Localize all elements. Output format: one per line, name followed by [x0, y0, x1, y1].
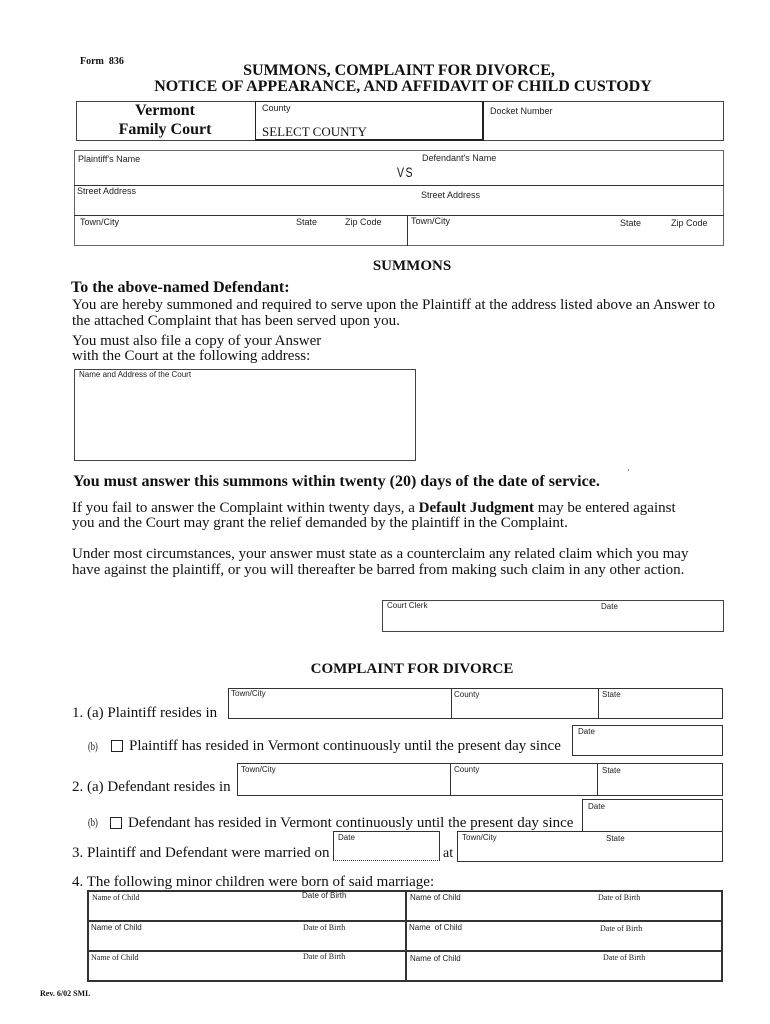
plaintiff-residence-town-field[interactable] — [231, 700, 448, 717]
clerk-date-label: Date — [601, 602, 618, 611]
plaintiff-street-label: Street Address — [77, 186, 137, 196]
defendant-town-field[interactable] — [410, 229, 720, 244]
plaintiff-residence-county-label: County — [454, 690, 480, 699]
child4-dob-label: Date of Birth — [600, 924, 643, 933]
item1a-text: 1. (a) Plaintiff resides in — [72, 705, 218, 721]
counterclaim-line1: Under most circumstances, your answer must state as a counterclaim any related claim which you may — [72, 546, 689, 562]
court-name-line2: Family Court — [118, 121, 212, 138]
item4-text: 4. The following minor children were born of said marriage: — [72, 874, 435, 890]
defendant-since-date-label: Date — [588, 802, 605, 811]
defendant-zip-label: Zip Code — [671, 218, 708, 228]
defendant-residence-county-label: County — [454, 765, 480, 774]
item3-text: 3. Plaintiff and Defendant were married on — [72, 845, 330, 861]
child2-name-label: Name of Child — [410, 893, 461, 902]
marriage-town-label: Town/City — [462, 833, 497, 842]
plaintiff-residence-county-field[interactable] — [454, 700, 595, 717]
county-select[interactable]: SELECT COUNTY — [262, 124, 367, 139]
item1b-marker: (b) — [88, 739, 98, 753]
item3-at-text: at — [443, 846, 454, 861]
item2a-text: 2. (a) Defendant resides in — [72, 779, 231, 795]
defendant-since-checkbox[interactable] — [110, 817, 122, 829]
defendant-residence-div1 — [450, 763, 451, 796]
summons-para2-line2: with the Court at the following address: — [72, 348, 311, 364]
court-name-line1: Vermont — [135, 102, 195, 119]
answer-deadline-text: You must answer this summons within twenty (20) days of the date of service. — [73, 473, 600, 490]
docket-number-field[interactable] — [486, 118, 720, 138]
child3-dob-label: Date of Birth — [303, 923, 346, 932]
child2-field[interactable] — [409, 904, 720, 918]
child3-name-label: Name of Child — [91, 923, 142, 932]
court-address-box[interactable] — [74, 369, 416, 461]
child1-dob-label: Date of Birth — [302, 891, 347, 900]
counterclaim-line2: have against the plaintiff, or you will thereafter be barred from making such claim in any other action. — [72, 562, 685, 578]
defendant-street-field[interactable] — [420, 200, 720, 214]
plaintiff-name-label: Plaintiff's Name — [78, 154, 141, 164]
form-title-line2: NOTICE OF APPEARANCE, AND AFFIDAVIT OF CHILD CUSTODY — [154, 78, 652, 95]
default-judgment-line1 — [72, 500, 676, 516]
summons-para1-line1: You are hereby summoned and required to serve upon the Plaintiff at the address listed above an Answer to — [72, 297, 716, 313]
default-judgment-text-a: If you fail to answer the Complaint within twenty days, a — [72, 500, 419, 516]
defendant-residence-state-label: State — [602, 766, 621, 775]
child4-name-label: Name of Child — [409, 923, 462, 932]
plaintiff-residence-div1 — [451, 688, 452, 719]
marriage-town-field[interactable] — [461, 844, 601, 860]
child4-field[interactable] — [409, 934, 720, 948]
plaintiff-since-date-label: Date — [578, 727, 595, 736]
marriage-date-label: Date — [338, 833, 355, 842]
default-judgment-line2: you and the Court may grant the relief demanded by the plaintiff in the Complaint. — [72, 515, 568, 531]
defendant-residence-county-field[interactable] — [453, 777, 594, 794]
stray-mark — [628, 469, 629, 471]
summons-para2-line1: You must also file a copy of your Answer — [72, 333, 322, 349]
defendant-residence-div2 — [597, 763, 598, 796]
plaintiff-since-checkbox[interactable] — [111, 740, 123, 752]
plaintiff-zip-label: Zip Code — [345, 217, 382, 227]
complaint-heading: COMPLAINT FOR DIVORCE — [310, 661, 514, 677]
form-title-line1: SUMMONS, COMPLAINT FOR DIVORCE, — [243, 62, 555, 79]
item2b-marker: (b) — [88, 815, 98, 829]
plaintiff-residence-div2 — [598, 688, 599, 719]
default-judgment-text-b: may be entered against — [534, 500, 676, 516]
defendant-state-label: State — [620, 218, 642, 228]
county-label: County — [262, 103, 291, 113]
child5-name-label: Name of Child — [91, 953, 139, 962]
revision-note: Rev. 6/02 SML — [40, 989, 91, 998]
defendant-residence-town-field[interactable] — [240, 777, 447, 794]
plaintiff-street-field[interactable] — [78, 198, 398, 213]
child5-field[interactable] — [90, 964, 402, 978]
plaintiff-residence-state-field[interactable] — [601, 700, 720, 717]
default-judgment-bold: Default Judgment — [418, 500, 535, 516]
form-number: Form 836 — [80, 56, 124, 67]
child3-field[interactable] — [90, 934, 402, 948]
plaintiff-name-field[interactable] — [78, 165, 388, 183]
court-clerk-field[interactable] — [386, 613, 586, 629]
marriage-state-field[interactable] — [605, 844, 720, 860]
summons-heading: SUMMONS — [372, 258, 452, 274]
defendant-residence-state-field[interactable] — [600, 777, 720, 794]
item1b-text: Plaintiff has resided in Vermont continuously until the present day since — [129, 738, 561, 754]
court-clerk-label: Court Clerk — [387, 601, 428, 610]
court-address-label: Name and Address of the Court — [79, 370, 192, 379]
clerk-date-field[interactable] — [600, 613, 720, 629]
plaintiff-residence-state-label: State — [602, 690, 621, 699]
to-defendant-heading: To the above-named Defendant: — [71, 279, 290, 296]
defendant-name-label: Defendant's Name — [422, 153, 497, 163]
defendant-name-field[interactable] — [420, 165, 720, 183]
docket-number-label: Docket Number — [490, 106, 553, 116]
parties-divider-1 — [74, 185, 724, 186]
parties-divider-2 — [74, 215, 724, 216]
vs-label: VS — [397, 164, 415, 180]
child6-dob-label: Date of Birth — [603, 953, 646, 962]
children-col-divider — [405, 890, 407, 982]
marriage-state-label: State — [606, 834, 625, 843]
child1-name-label: Name of Child — [92, 893, 140, 902]
child6-name-label: Name of Child — [410, 954, 461, 963]
defendant-residence-town-label: Town/City — [241, 765, 276, 774]
child1-field[interactable] — [90, 904, 402, 918]
plaintiff-town-field[interactable] — [78, 229, 403, 244]
defendant-town-label: Town/City — [411, 216, 451, 226]
plaintiff-state-label: State — [296, 217, 318, 227]
plaintiff-residence-town-label: Town/City — [231, 689, 266, 698]
defendant-street-label: Street Address — [421, 190, 481, 200]
child2-dob-label: Date of Birth — [598, 893, 641, 902]
summons-para1-line2: the attached Complaint that has been served upon you. — [72, 313, 400, 329]
plaintiff-town-label: Town/City — [80, 217, 120, 227]
item2b-text: Defendant has resided in Vermont continuously until the present day since — [128, 815, 574, 831]
parties-divider-vertical — [407, 215, 408, 246]
child5-dob-label: Date of Birth — [303, 952, 346, 961]
child6-field[interactable] — [409, 964, 720, 978]
